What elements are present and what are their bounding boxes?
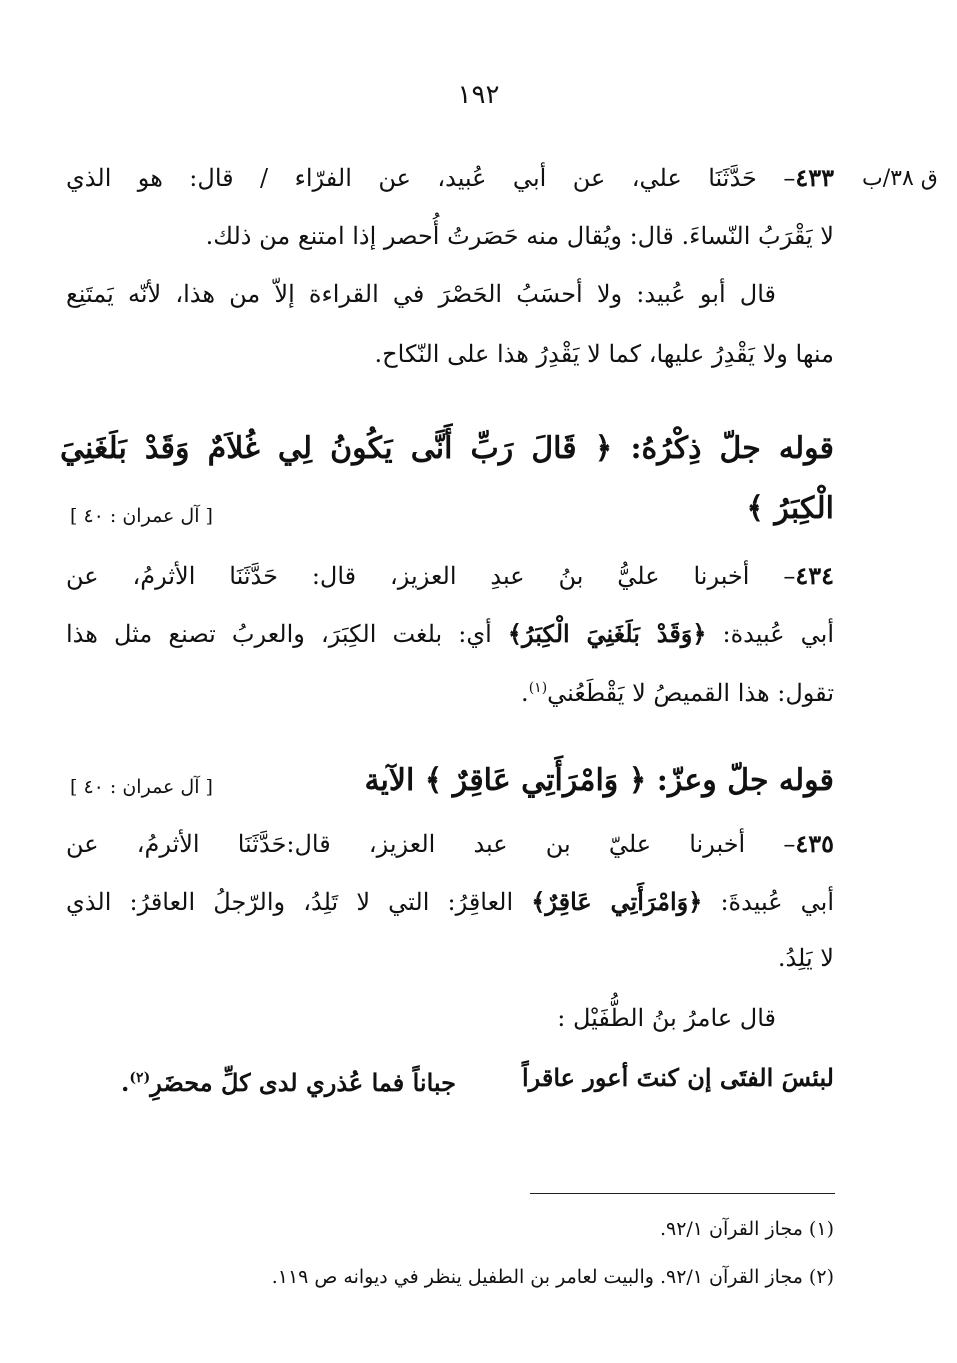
verse-heading-1: قوله جلّ ذِكْرُهُ: ﴿ قَالَ رَبِّ أَنَّى يَكُونُ لِي غُلاَمٌ وَقَدْ بَلَغَنِيَ bbox=[60, 431, 834, 466]
quran-quote: ﴿وَقَدْ بَلَغَنِيَ الْكِبَرُ﴾ bbox=[507, 619, 707, 648]
poem-hemistich-2: جباناً فما عُذري لدى كلِّ محضَرِ$^{(٢)}$. bbox=[121, 1068, 456, 1097]
entry-435-line-2: أبي عُبيدةَ: ﴿وَامْرَأَتِي عَاقِرٌ﴾ العاقِرُ: التي لا تَلِدُ، والرّجلُ العاقرُ: الذي bbox=[66, 887, 834, 916]
entry-434-line-2: أبي عُبيدة: ﴿وَقَدْ بَلَغَنِيَ الْكِبَرُ﴾ أي: بلغت الكِبَرَ، والعربُ تصنع مثل هذا bbox=[66, 619, 834, 648]
entry-435-line-3: لا يَلِدُ. bbox=[777, 944, 834, 972]
verse-heading-2: قوله جلّ وعزّ: ﴿ وَامْرَأَتِي عَاقِرٌ ﴾ الآية bbox=[364, 763, 834, 798]
quran-reference-2: [ آل عمران : ٤٠ ] bbox=[70, 776, 213, 798]
entry-434-number: ٤٣٤ bbox=[795, 561, 834, 590]
entry-433-line-4: منها ولا يَقْدِرُ عليها، كما لا يَقْدِرُ هذا على النّكاح. bbox=[374, 340, 834, 368]
footnote-separator bbox=[530, 1193, 835, 1194]
footnote-1: (١) مجاز القرآن ٩٢/١. bbox=[659, 1218, 834, 1240]
entry-435-line-1: ٤٣٥– أخبرنا عليّ بن عبد العزيز، قال:حَدَّثَنَا الأثرمُ، عن bbox=[66, 829, 834, 858]
footnote-ref-2: (٢) bbox=[129, 1070, 151, 1086]
quran-quote: ﴿وَامْرَأَتِي عَاقِرٌ﴾ bbox=[531, 887, 703, 916]
entry-433-line-1: ٤٣٣– حَدَّثَنَا علي، عن أبي عُبيد، عن الفرّاء / قال: هو الذي bbox=[66, 163, 834, 192]
entry-433-line-3: قال أبو عُبيد: ولا أحسَبُ الحَصْرَ في القراءة إلاّ من هذا، لأنّه يَمتَنِع bbox=[66, 280, 776, 308]
entry-435-line-4: قال عامرُ بنُ الطُّفَيْل : bbox=[557, 1004, 776, 1032]
verse-heading-1-line-2: الْكِبَرُ ﴾ bbox=[746, 491, 834, 526]
entry-433-line-2: لا يَقْرَبُ النّساءَ. قال: ويُقال منه حَصَرتُ أُحصر إذا امتنع من ذلك. bbox=[205, 222, 834, 250]
entry-434-line-3: تقول: هذا القميصُ لا يَقْطَعُني$^{(١)}$. bbox=[521, 679, 834, 707]
entry-433-number: ٤٣٣ bbox=[795, 163, 834, 192]
entry-434-line-1: ٤٣٤– أخبرنا عليُّ بنُ عبدِ العزيز، قال: حَدَّثَنَا الأثرمُ، عن bbox=[66, 561, 834, 590]
manuscript-margin-note: ق ٣٨/ب bbox=[862, 166, 938, 191]
entry-435-number: ٤٣٥ bbox=[795, 829, 834, 858]
page-number: ١٩٢ bbox=[457, 80, 500, 110]
quran-reference-1: [ آل عمران : ٤٠ ] bbox=[70, 505, 213, 527]
footnote-ref-1: (١) bbox=[528, 680, 548, 696]
footnote-2: (٢) مجاز القرآن ٩٢/١. والبيت لعامر بن الطفيل ينظر في ديوانه ص ١١٩. bbox=[271, 1266, 834, 1288]
poem-hemistich-1: لبئسَ الفتَى إن كنتَ أعور عاقراً bbox=[521, 1063, 834, 1092]
